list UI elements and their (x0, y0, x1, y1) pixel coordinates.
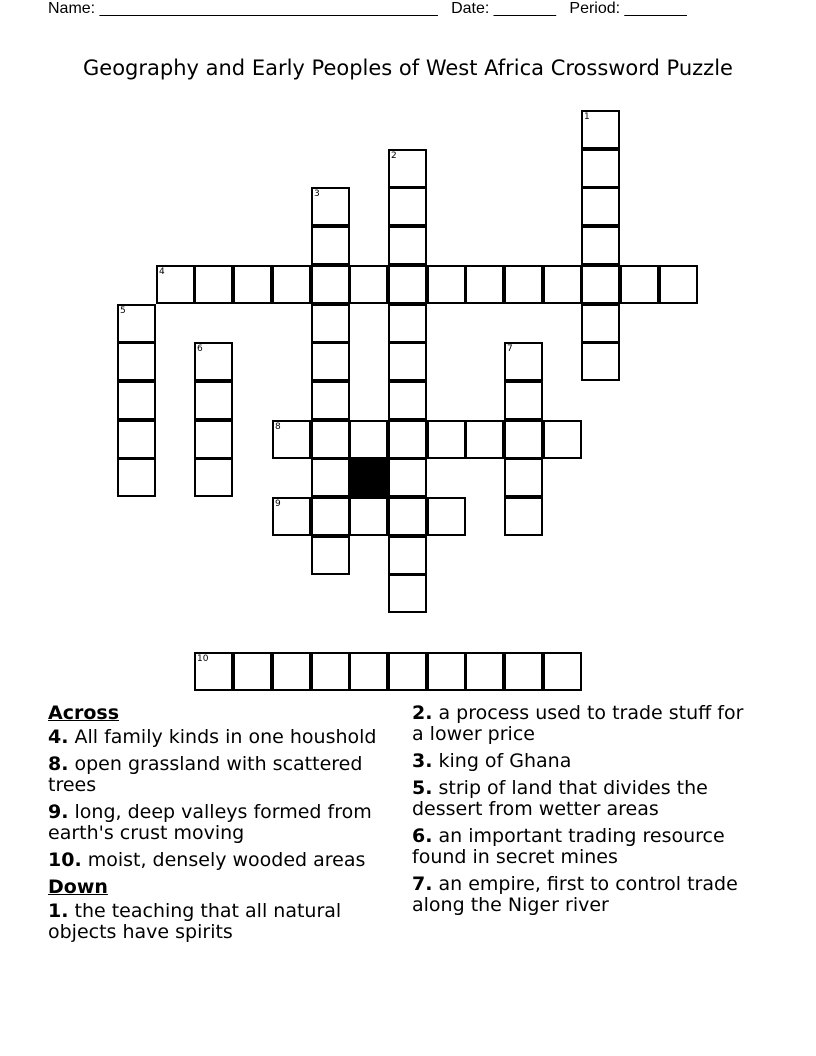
clue-number: 8. (48, 753, 69, 775)
clue-text: an empire, first to control trade along the Niger river (412, 873, 738, 916)
grid-cell[interactable] (117, 420, 156, 459)
grid-cell[interactable] (504, 497, 543, 536)
grid-cell[interactable] (581, 187, 620, 226)
grid-cell[interactable] (272, 420, 311, 459)
grid-cell[interactable] (311, 187, 350, 226)
across-heading: Across (48, 702, 120, 724)
grid-cell[interactable] (504, 381, 543, 420)
grid-cell[interactable] (117, 304, 156, 343)
cell-number: 1 (584, 112, 590, 122)
grid-cell[interactable] (311, 265, 350, 304)
clue-down-3 (412, 751, 752, 772)
clue-text: king of Ghana (438, 750, 572, 772)
clue-text: moist, densely wooded areas (87, 849, 366, 871)
clue-text: open grassland with scattered trees (48, 753, 363, 796)
grid-cell[interactable] (388, 381, 427, 420)
grid-cell[interactable] (465, 265, 504, 304)
grid-cell[interactable] (388, 149, 427, 188)
grid-cell[interactable] (581, 342, 620, 381)
grid-cell[interactable] (504, 458, 543, 497)
grid-cell[interactable] (388, 574, 427, 613)
clues-right-column (412, 703, 752, 922)
grid-cell[interactable] (427, 265, 466, 304)
clue-across-8 (48, 754, 393, 796)
grid-cell[interactable] (388, 187, 427, 226)
cell-number: 5 (120, 306, 126, 316)
grid-cell[interactable] (388, 304, 427, 343)
grid-cell[interactable] (311, 420, 350, 459)
grid-cell[interactable] (156, 265, 195, 304)
grid-cell[interactable] (504, 265, 543, 304)
grid-cell[interactable] (620, 265, 659, 304)
grid-cell[interactable] (311, 536, 350, 575)
clue-down-2 (412, 703, 752, 745)
grid-cell[interactable] (427, 652, 466, 691)
period-field-label: Period: _______ (569, 0, 687, 17)
grid-cell[interactable] (311, 226, 350, 265)
down-heading: Down (48, 876, 108, 898)
grid-cell[interactable] (388, 536, 427, 575)
clue-number: 2. (412, 702, 433, 724)
clue-text: the teaching that all natural objects have spirits (48, 900, 342, 943)
grid-cell[interactable] (543, 420, 582, 459)
grid-cell[interactable] (233, 652, 272, 691)
grid-cell[interactable] (504, 342, 543, 381)
clue-across-9 (48, 802, 393, 844)
cell-number: 7 (507, 344, 513, 354)
cell-number: 10 (197, 654, 209, 664)
cell-number: 3 (314, 189, 320, 199)
name-field-label: Name: ______________________________________ (48, 0, 438, 17)
grid-cell[interactable] (311, 652, 350, 691)
clue-across-4 (48, 727, 393, 748)
grid-cell[interactable] (388, 458, 427, 497)
grid-cell[interactable] (194, 652, 233, 691)
grid-cell[interactable] (388, 265, 427, 304)
grid-cell[interactable] (465, 420, 504, 459)
clue-down-7 (412, 874, 752, 916)
grid-cell[interactable] (311, 342, 350, 381)
grid-cell[interactable] (117, 381, 156, 420)
clue-number: 1. (48, 900, 69, 922)
grid-cell[interactable] (194, 381, 233, 420)
grid-cell[interactable] (465, 652, 504, 691)
clue-number: 10. (48, 849, 82, 871)
cell-number: 2 (391, 151, 397, 161)
clue-number: 6. (412, 825, 433, 847)
clue-number: 5. (412, 777, 433, 799)
grid-cell[interactable] (427, 420, 466, 459)
grid-cell[interactable] (117, 342, 156, 381)
grid-cell[interactable] (388, 652, 427, 691)
clue-number: 3. (412, 750, 433, 772)
grid-cell[interactable] (272, 497, 311, 536)
grid-cell[interactable] (349, 420, 388, 459)
grid-cell[interactable] (233, 265, 272, 304)
grid-cell[interactable] (388, 497, 427, 536)
clue-number: 9. (48, 801, 69, 823)
grid-cell[interactable] (543, 652, 582, 691)
grid-cell[interactable] (388, 226, 427, 265)
black-cell (349, 458, 388, 497)
grid-cell[interactable] (659, 265, 698, 304)
grid-cell[interactable] (581, 226, 620, 265)
grid-cell[interactable] (117, 458, 156, 497)
grid-cell[interactable] (504, 420, 543, 459)
grid-cell[interactable] (194, 265, 233, 304)
grid-cell[interactable] (311, 304, 350, 343)
grid-cell[interactable] (581, 304, 620, 343)
grid-cell[interactable] (504, 652, 543, 691)
grid-cell[interactable] (349, 497, 388, 536)
clue-text: an important trading resource found in secret mines (412, 825, 725, 868)
clues-left-column (48, 703, 393, 949)
grid-cell[interactable] (311, 458, 350, 497)
grid-cell[interactable] (349, 652, 388, 691)
cell-number: 6 (197, 344, 203, 354)
grid-cell[interactable] (388, 342, 427, 381)
grid-cell[interactable] (194, 420, 233, 459)
cell-number: 4 (159, 267, 165, 277)
grid-cell[interactable] (581, 149, 620, 188)
clue-across-10 (48, 850, 393, 871)
grid-cell[interactable] (349, 265, 388, 304)
clue-down-6 (412, 826, 752, 868)
clue-down-5 (412, 778, 752, 820)
grid-cell[interactable] (272, 652, 311, 691)
grid-cell[interactable] (194, 342, 233, 381)
clue-number: 4. (48, 726, 69, 748)
clue-number: 7. (412, 873, 433, 895)
clue-text: a process used to trade stuff for a lower price (412, 702, 744, 745)
cell-number: 9 (275, 499, 281, 509)
clue-text: All family kinds in one houshold (74, 726, 377, 748)
grid-cell[interactable] (543, 265, 582, 304)
grid-cell[interactable] (427, 497, 466, 536)
grid-cell[interactable] (581, 110, 620, 149)
grid-cell[interactable] (311, 381, 350, 420)
cell-number: 8 (275, 422, 281, 432)
grid-cell[interactable] (311, 497, 350, 536)
grid-cell[interactable] (272, 265, 311, 304)
grid-cell[interactable] (388, 420, 427, 459)
grid-cell[interactable] (194, 458, 233, 497)
clue-down-1 (48, 901, 393, 943)
grid-cell[interactable] (581, 265, 620, 304)
date-field-label: Date: _______ (451, 0, 557, 17)
clue-text: strip of land that divides the dessert from wetter areas (412, 777, 708, 820)
page-title: Geography and Early Peoples of West Africa Crossword Puzzle (83, 56, 733, 80)
clue-text: long, deep valleys formed from earth's crust moving (48, 801, 372, 844)
